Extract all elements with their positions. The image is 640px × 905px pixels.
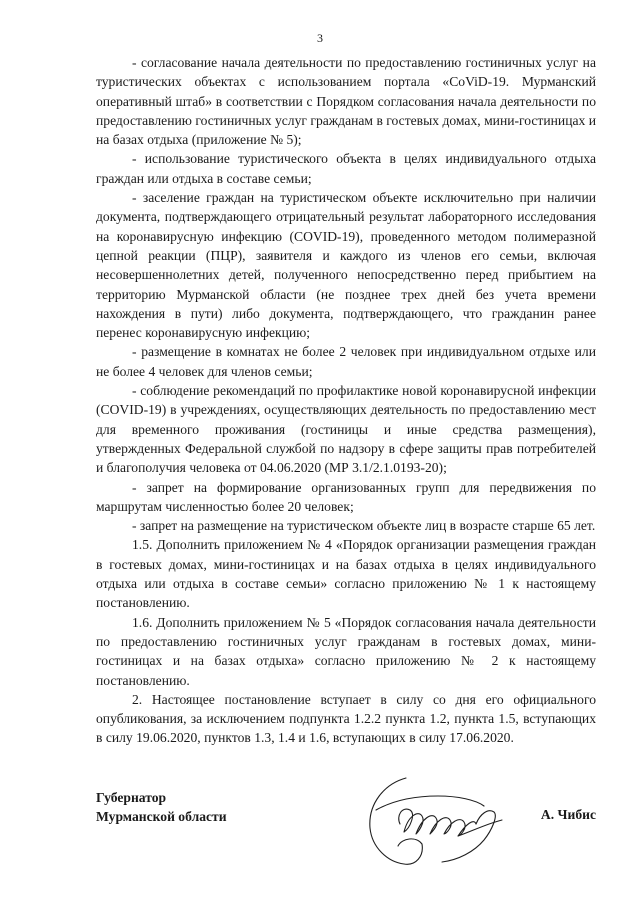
signatory-name: А. Чибис: [540, 807, 596, 822]
paragraph-group-ban: - запрет на формирование организованных групп для передвижения по маршрутам численностью более 20 человек;: [96, 479, 596, 514]
paragraph-hotel-approval: - согласование начала деятельности по предоставлению гостиничных услуг на туристических объектах с использованием портала «CoViD-19. Мурманский оперативный штаб» в соответствии с Порядком согласования начала деятельности по предоставлению гостиничных услуг гражданам в гостевых домах, мини-гостиницах и на базах отдыха (приложение № 5);: [96, 55, 596, 148]
signature-block: [96, 788, 596, 888]
signatory-title-line1: Губернатор: [96, 790, 167, 805]
signatory-title-line2: Мурманской области: [96, 809, 227, 825]
signatory-title: [96, 788, 227, 827]
paragraph-age-ban: - запрет на размещение на туристическом объекте лиц в возрасте старше 65 лет.: [132, 518, 596, 534]
document-body: [96, 53, 596, 748]
paragraph-appendix-5: 1.6. Дополнить приложением № 5 «Порядок согласования начала деятельности по предоставлению гостиничных услуг гражданам в гостевых домах, мини-гостиницах и на базах отдыха» согласно приложению № 2 к настоящему постановлению.: [96, 614, 596, 688]
page-number: 3: [317, 31, 323, 45]
paragraph-effective-date: 2. Настоящее постановление вступает в силу со дня его официального опубликования, за исключением подпункта 1.2.2 пункта 1.2, пункта 1.5, вступающих в силу 19.06.2020, пунктов 1.3, 1.4 и 1.6, вступающих в силу 17.06.2020.: [96, 691, 596, 746]
paragraph-room-capacity: - размещение в комнатах не более 2 человек при индивидуальном отдыхе или не более 4 человек для членов семьи;: [96, 344, 596, 379]
paragraph-appendix-4: 1.5. Дополнить приложением № 4 «Порядок организации размещения граждан в гостевых домах, мини-гостиницах и на базах отдыха в целях индивидуального отдыха или отдыха в составе семьи» согласно приложению № 1 к настоящему постановлению.: [96, 537, 596, 611]
paragraph-individual-use: - использование туристического объекта в целях индивидуального отдыха граждан или отдыха в составе семьи;: [96, 151, 596, 186]
paragraph-covid-recommendations: - соблюдение рекомендаций по профилактике новой коронавирусной инфекции (COVID-19) в учреждениях, осуществляющих деятельность по предоставлению мест для временного проживания (гостиницы и иные средства размещения), утвержденных Федеральной службой по надзору в сфере защиты прав потребителей и благополучия человека от 04.06.2020 (МР 3.1/2.1.0193-20);: [96, 383, 596, 476]
handwritten-signature: [346, 766, 536, 886]
paragraph-check-in-test: - заселение граждан на туристическом объекте исключительно при наличии документа, подтверждающего отрицательный результат лабораторного исследования на коронавирусную инфекцию (COVID-19), проведенного методом полимеразной цепной реакции (ПЦР), заявителя и каждого из членов его семьи, включая несовершеннолетних детей, полученного непосредственно перед прибытием на территорию Мурманской области (не позднее трех дней без учета времени нахождения в пути) либо документа, подтверждающего, что гражданин ранее перенес коронавирусную инфекцию;: [96, 190, 596, 341]
